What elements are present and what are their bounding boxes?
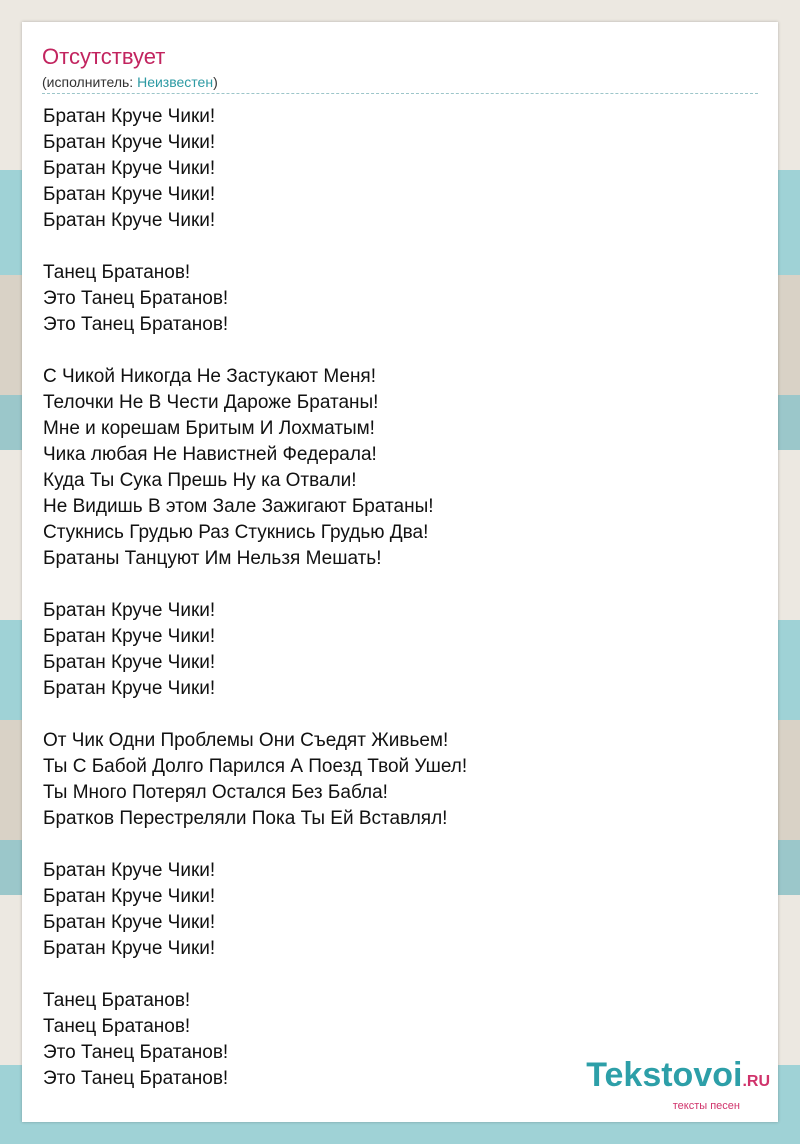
lyric-line: Танец Братанов! (43, 990, 191, 1011)
lyric-line: Не Видишь В этом Зале Зажигают Братаны! (43, 496, 434, 517)
lyric-line: Стукнись Грудью Раз Стукнись Грудью Два! (43, 522, 429, 543)
lyric-line: Братан Круче Чики! (43, 626, 216, 647)
header-divider (42, 93, 758, 94)
artist-prefix: (исполнитель: (42, 74, 138, 90)
lyric-line: Чика любая Не Навистней Федерала! (43, 444, 377, 465)
artist-line (42, 73, 218, 91)
stanza (43, 858, 467, 962)
lyric-line: Куда Ты Сука Прешь Ну ка Отвали! (43, 470, 357, 491)
lyric-line: Это Танец Братанов! (43, 288, 229, 309)
lyric-line: Братан Круче Чики! (43, 652, 216, 673)
lyric-line: Братан Круче Чики! (43, 210, 216, 231)
lyric-line: Это Танец Братанов! (43, 1042, 229, 1063)
artist-name-link[interactable]: Неизвестен (137, 74, 214, 90)
logo-tld: .RU (742, 1073, 770, 1090)
stanza (43, 104, 467, 234)
lyric-line: Телочки Не В Чести Дароже Братаны! (43, 392, 379, 413)
lyric-line: От Чик Одни Проблемы Они Съедят Живьем! (43, 730, 449, 751)
lyric-line: Братан Круче Чики! (43, 938, 216, 959)
artist-suffix: ) (213, 74, 218, 90)
stanza (43, 260, 467, 338)
stanza (43, 364, 467, 572)
logo-subtitle: тексты песен (672, 1100, 740, 1112)
lyric-line: Это Танец Братанов! (43, 314, 229, 335)
lyrics-card (22, 22, 778, 1122)
lyric-line: Танец Братанов! (43, 1016, 191, 1037)
stanza (43, 598, 467, 702)
lyric-line: Танец Братанов! (43, 262, 191, 283)
lyrics-text (43, 104, 467, 1118)
lyric-line: Братан Круче Чики! (43, 132, 216, 153)
lyric-line: Братан Круче Чики! (43, 886, 216, 907)
song-title: Отсутствует (42, 44, 166, 69)
lyric-line: Это Танец Братанов! (43, 1068, 229, 1089)
lyric-line: Братан Круче Чики! (43, 106, 216, 127)
lyric-line: Братан Круче Чики! (43, 912, 216, 933)
lyric-line: Братан Круче Чики! (43, 158, 216, 179)
site-logo[interactable] (586, 1057, 770, 1112)
logo-wordmark: Tekstovoi (586, 1056, 743, 1094)
lyric-line: Братан Круче Чики! (43, 860, 216, 881)
lyric-line: С Чикой Никогда Не Застукают Меня! (43, 366, 377, 387)
lyric-line: Братан Круче Чики! (43, 678, 216, 699)
lyric-line: Братан Круче Чики! (43, 184, 216, 205)
lyric-line: Ты С Бабой Долго Парился А Поезд Твой Ушел! (43, 756, 468, 777)
lyric-line: Мне и корешам Бритым И Лохматым! (43, 418, 375, 439)
lyric-line: Братан Круче Чики! (43, 600, 216, 621)
lyric-line: Братаны Танцуют Им Нельзя Мешать! (43, 548, 382, 569)
lyric-line: Ты Много Потерял Остался Без Бабла! (43, 782, 388, 803)
stanza (43, 988, 467, 1092)
stanza (43, 728, 467, 832)
lyric-line: Братков Перестреляли Пока Ты Ей Вставлял! (43, 808, 448, 829)
